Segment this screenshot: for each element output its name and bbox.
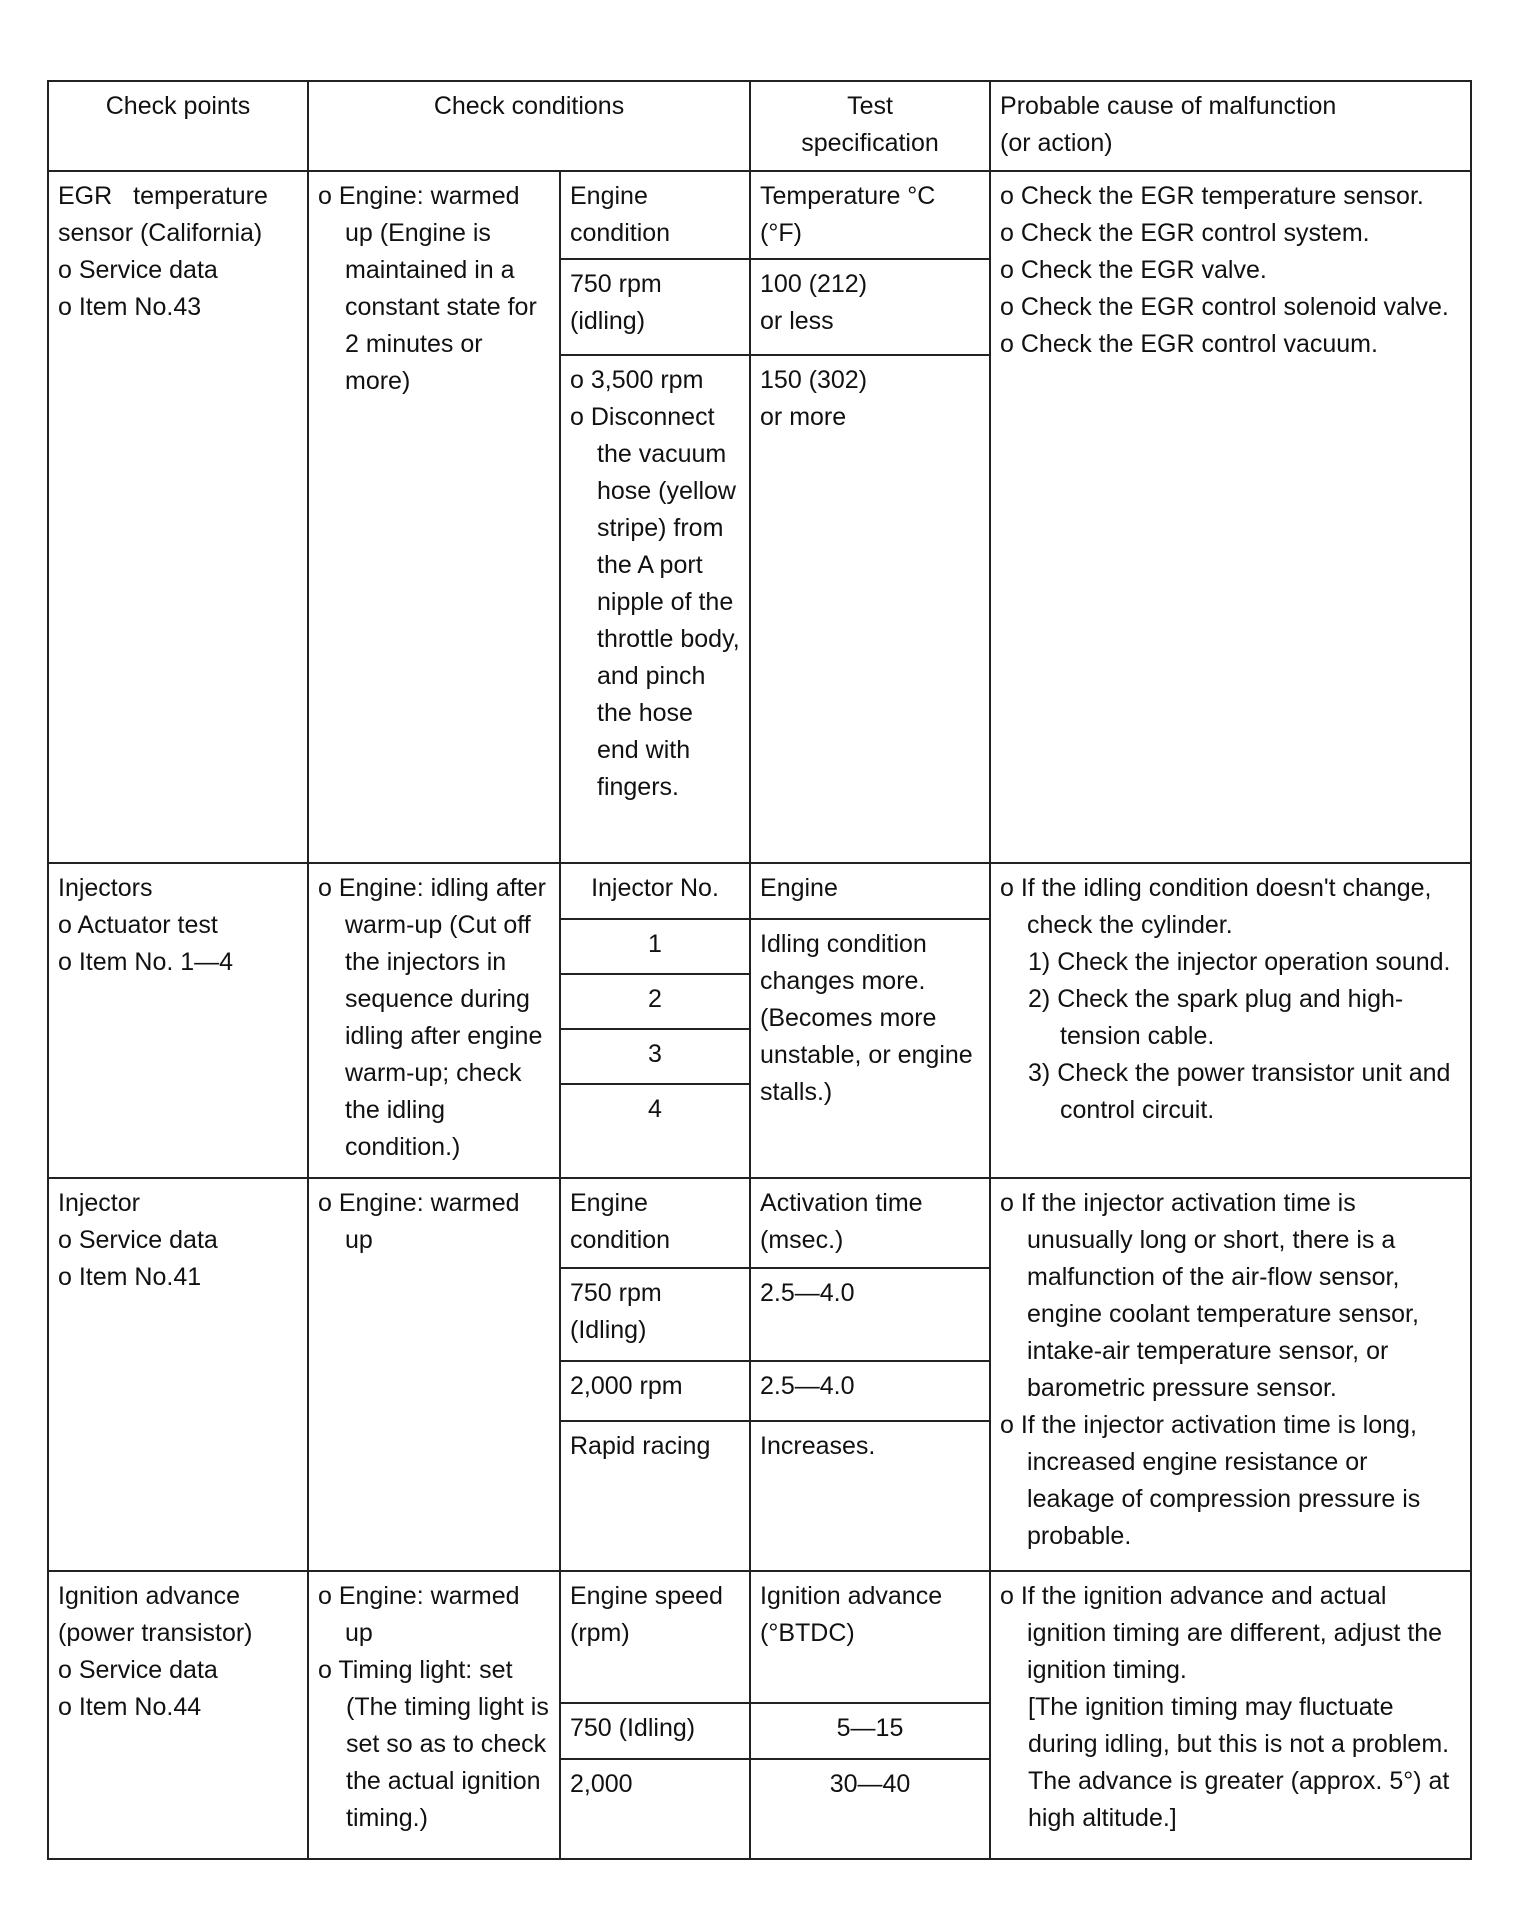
ignition-cp-line-4: o Item No.44 [58, 1693, 202, 1721]
header-row [48, 81, 1471, 171]
injectors-cause-intro: o If the idling condition doesn't change, check the cylinder. [1000, 874, 1432, 939]
injectors-row-1 [48, 863, 1471, 919]
egr-idle-cond-line-1: 750 rpm [570, 270, 662, 298]
ignition-condition-1: o Engine: warmed up [318, 1582, 520, 1647]
ignition-condition-2: o Timing light: set [318, 1656, 513, 1684]
injector-row-1 [48, 1178, 1471, 1268]
egr-conditions [308, 171, 560, 863]
egr-cause-4: o Check the EGR control solenoid valve. [1000, 293, 1449, 321]
ignition-cp-line-1: Ignition advance [58, 1582, 241, 1610]
injector-cp-line-2: o Service data [58, 1226, 218, 1254]
injector-idle-condition [560, 1268, 750, 1361]
egr-idle-condition [560, 259, 750, 355]
injectors-cp-line-1: Injectors [58, 874, 153, 902]
ignition-row-1 [48, 1571, 1471, 1703]
ignition-cp-line-2: (power transistor) [58, 1619, 253, 1647]
injectors-cp-line-3: o Item No. 1—4 [58, 948, 234, 976]
egr-cause-3: o Check the EGR valve. [1000, 256, 1267, 284]
injectors-subheader-number: Injector No. [560, 863, 750, 919]
header-check-conditions: Check conditions [308, 81, 750, 171]
injector-condition-1: o Engine: warmed up [318, 1189, 520, 1254]
egr-3500-spec [750, 355, 990, 863]
egr-cause-5: o Check the EGR control vacuum. [1000, 330, 1378, 358]
injectors-spec: Idling condition changes more. (Becomes more unstable, or engine stalls.) [750, 919, 990, 1178]
ignition-2000-advance: 30—40 [750, 1759, 990, 1859]
header-probable-cause [990, 81, 1471, 171]
injector-racing-spec: Increases. [750, 1421, 990, 1571]
ignition-subheader-advance: Ignition advance (°BTDC) [750, 1571, 990, 1703]
egr-cp-line-1: EGR temperature [58, 182, 268, 210]
injector-conditions [308, 1178, 560, 1571]
ignition-causes [990, 1571, 1471, 1859]
egr-row-1 [48, 171, 1471, 259]
header-cause-line-2: (or action) [1000, 129, 1113, 157]
egr-idle-cond-line-2: (idling) [570, 307, 646, 335]
header-test-specification [750, 81, 990, 171]
egr-cp-line-2: sensor (California) [58, 219, 263, 247]
egr-subheader-condition: Engine condition [560, 171, 750, 259]
header-check-points: Check points [48, 81, 308, 171]
egr-3500-cond-line-2: o Disconnect the vacuum hose (yellow stripe) from the A port nipple of the throttle body, and pinch the hose end with fingers. [570, 403, 740, 801]
ignition-idle-speed: 750 (Idling) [560, 1703, 750, 1759]
injector-2000-condition: 2,000 rpm [560, 1361, 750, 1421]
ignition-cause-note: [The ignition timing may fluctuate during idling, but this is not a problem. The advance is greater (approx. 5°) at high altitude.] [1028, 1693, 1450, 1832]
egr-3500-condition [560, 355, 750, 863]
ignition-subheader-speed: Engine speed (rpm) [560, 1571, 750, 1703]
injectors-cause-item-2: 2) Check the spark plug and high-tension cable. [1028, 985, 1404, 1050]
egr-subheader-spec: Temperature °C (°F) [750, 171, 990, 259]
injector-subheader-spec: Activation time (msec.) [750, 1178, 990, 1268]
injectors-cp-line-2: o Actuator test [58, 911, 218, 939]
ignition-cause-intro: o If the ignition advance and actual ignition timing are different, adjust the ignition timing. [1000, 1582, 1443, 1684]
injector-cp-line-3: o Item No.41 [58, 1263, 202, 1291]
ignition-2000-speed: 2,000 [560, 1759, 750, 1859]
egr-causes [990, 171, 1471, 863]
header-test-line-1: Test [847, 92, 893, 120]
egr-idle-spec-line-2: or less [760, 307, 834, 335]
injectors-subheader-engine: Engine [750, 863, 990, 919]
injectors-check-points [48, 863, 308, 1178]
injectors-cause-item-3: 3) Check the power transistor unit and control circuit. [1028, 1059, 1451, 1124]
egr-cp-line-4: o Item No.43 [58, 293, 202, 321]
injectors-conditions [308, 863, 560, 1178]
injector-cause-1: o If the injector activation time is unusually long or short, there is a malfunction of the air-flow sensor, engine coolant temperature sensor, intake-air temperature sensor, or barometric pressure sensor. [1000, 1189, 1419, 1402]
injector-number-1: 1 [560, 919, 750, 974]
injector-2000-spec: 2.5—4.0 [750, 1361, 990, 1421]
injectors-condition-1: o Engine: idling after warm-up (Cut off the injectors in sequence during idling after engine warm-up; check the idling condition.) [318, 874, 546, 1161]
header-test-line-2: specification [801, 129, 939, 157]
injector-idle-cond-line-1: 750 rpm [570, 1279, 662, 1307]
injector-cp-line-1: Injector [58, 1189, 140, 1217]
injector-subheader-condition: Engine condition [560, 1178, 750, 1268]
egr-3500-spec-line-2: or more [760, 403, 847, 431]
ignition-check-points [48, 1571, 308, 1859]
ignition-cp-line-3: o Service data [58, 1656, 218, 1684]
egr-3500-spec-line-1: 150 (302) [760, 366, 868, 394]
egr-idle-spec [750, 259, 990, 355]
injector-number-2: 2 [560, 974, 750, 1029]
injector-causes [990, 1178, 1471, 1571]
egr-cause-1: o Check the EGR temperature sensor. [1000, 182, 1424, 210]
egr-cause-2: o Check the EGR control system. [1000, 219, 1370, 247]
injector-idle-cond-line-2: (Idling) [570, 1316, 647, 1344]
injectors-causes [990, 863, 1471, 1178]
egr-3500-cond-line-1: o 3,500 rpm [570, 366, 704, 394]
egr-cp-line-3: o Service data [58, 256, 218, 284]
egr-idle-spec-line-1: 100 (212) [760, 270, 868, 298]
ignition-idle-advance: 5—15 [750, 1703, 990, 1759]
ignition-conditions [308, 1571, 560, 1859]
injector-idle-spec: 2.5—4.0 [750, 1268, 990, 1361]
check-table [47, 80, 1472, 1860]
injector-racing-condition: Rapid racing [560, 1421, 750, 1571]
header-cause-line-1: Probable cause of malfunction [1000, 92, 1337, 120]
egr-check-points [48, 171, 308, 863]
egr-condition-1: o Engine: warmed up (Engine is maintained in a constant state for 2 minutes or more) [318, 182, 537, 395]
ignition-condition-note: (The timing light is set so as to check the actual ignition timing.) [346, 1693, 549, 1832]
injectors-cause-item-1: 1) Check the injector operation sound. [1028, 948, 1451, 976]
injector-number-3: 3 [560, 1029, 750, 1084]
injector-check-points [48, 1178, 308, 1571]
injector-cause-2: o If the injector activation time is long, increased engine resistance or leakage of compression pressure is probable. [1000, 1411, 1421, 1550]
injector-number-4: 4 [560, 1084, 750, 1178]
